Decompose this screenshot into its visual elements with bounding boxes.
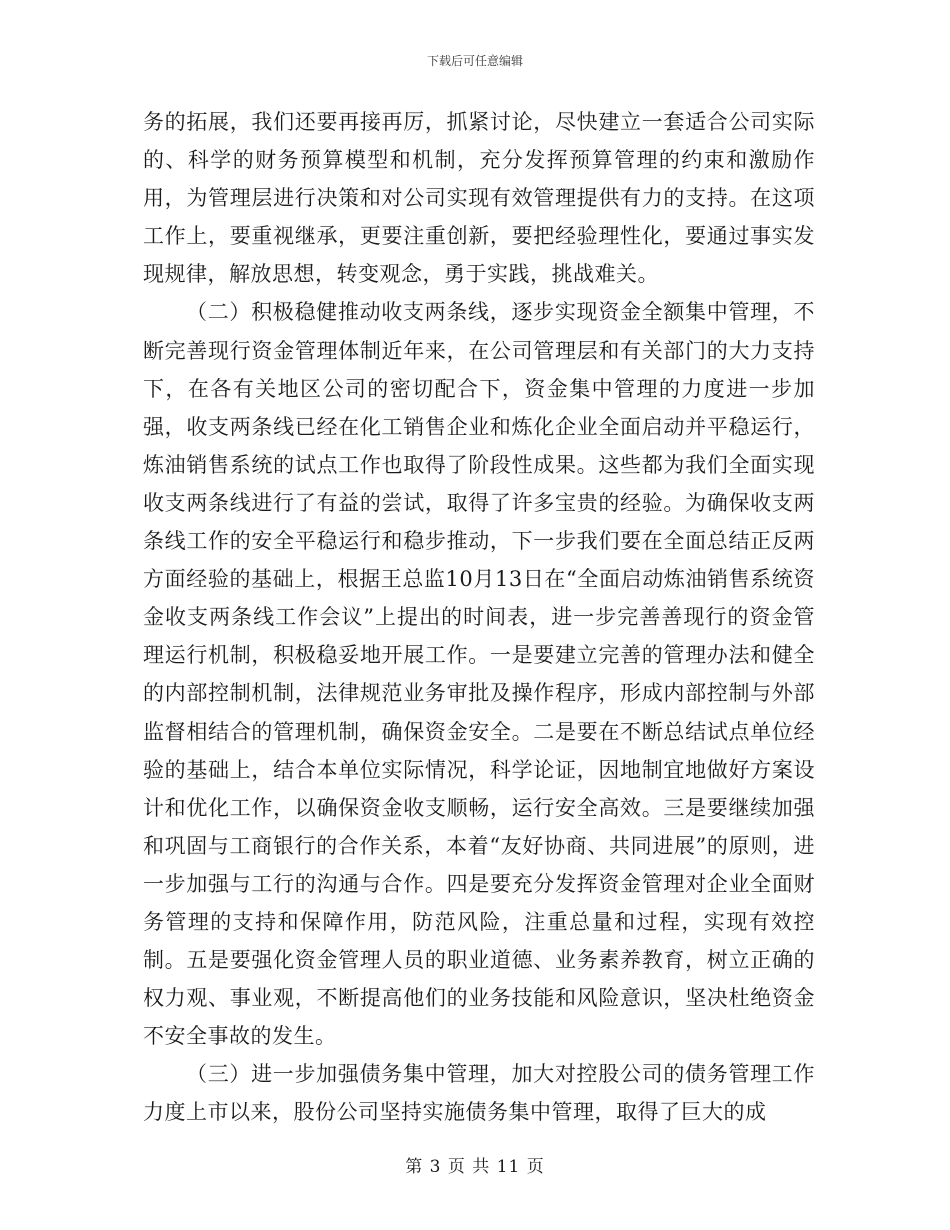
- paragraph-1: 务的拓展，我们还要再接再厉，抓紧讨论，尽快建立一套适合公司实际的、科学的财务预算模型和机制，充分发挥预算管理的约束和激励作用，为管理层进行决策和对公司实现有效管理提供有力的支持。在这项工作上，要重视继承，更要注重创新，要把经验理性化，要通过事实发现规律，解放思想，转变观念，勇于实践，挑战难关。: [143, 110, 815, 287]
- paragraph-2: （二）积极稳健推动收支两条线，逐步实现资金全额集中管理，不断完善现行资金管理体制近年来，在公司管理层和有关部门的大力支持下，在各有关地区公司的密切配合下，资金集中管理的力度进一步加强，收支两条线已经在化工销售企业和炼化企业全面启动并平稳运行，炼油销售系统的试点工作也取得了阶段性成果。这些都为我们全面实现收支两条线进行了有益的尝试，取得了许多宝贵的经验。为确保收支两条线工作的安全平稳运行和稳步推动，下一步我们要在全面总结正反两方面经验的基础上，根据王总监10月13日在“全面启动炼油销售系统资金收支两条线工作会议”上提出的时间表，进一步完善善现行的资金管理运行机制，积极稳妥地开展工作。一是要建立完善的管理办法和健全的内部控制机制，法律规范业务审批及操作程序，形成内部控制与外部监督相结合的管理机制，确保资金安全。二是要在不断总结试点单位经验的基础上，结合本单位实际情况，科学论证，因地制宜地做好方案设计和优化工作，以确保资金收支顺畅，运行安全高效。三是要继续加强和巩固与工商银行的合作关系，本着“友好协商、共同进展”的原则，进一步加强与工行的沟通与合作。四是要充分发挥资金管理对企业全面财务管理的支持和保障作用，防范风险，注重总量和过程，实现有效控制。五是要强化资金管理人员的职业道德、业务素养教育，树立正确的权力观、事业观，不断提高他们的业务技能和风险意识，坚决杜绝资金不安全事故的发生。: [143, 300, 815, 1049]
- document-body: [143, 103, 815, 1132]
- paragraph-3: （三）进一步加强债务集中管理，加大对控股公司的债务管理工作力度上市以来，股份公司坚持实施债务集中管理，取得了巨大的成: [143, 1062, 815, 1125]
- page-header-note: 下载后可任意编辑: [426, 54, 523, 68]
- page-number: 第 3 页 共 11 页: [405, 1157, 545, 1177]
